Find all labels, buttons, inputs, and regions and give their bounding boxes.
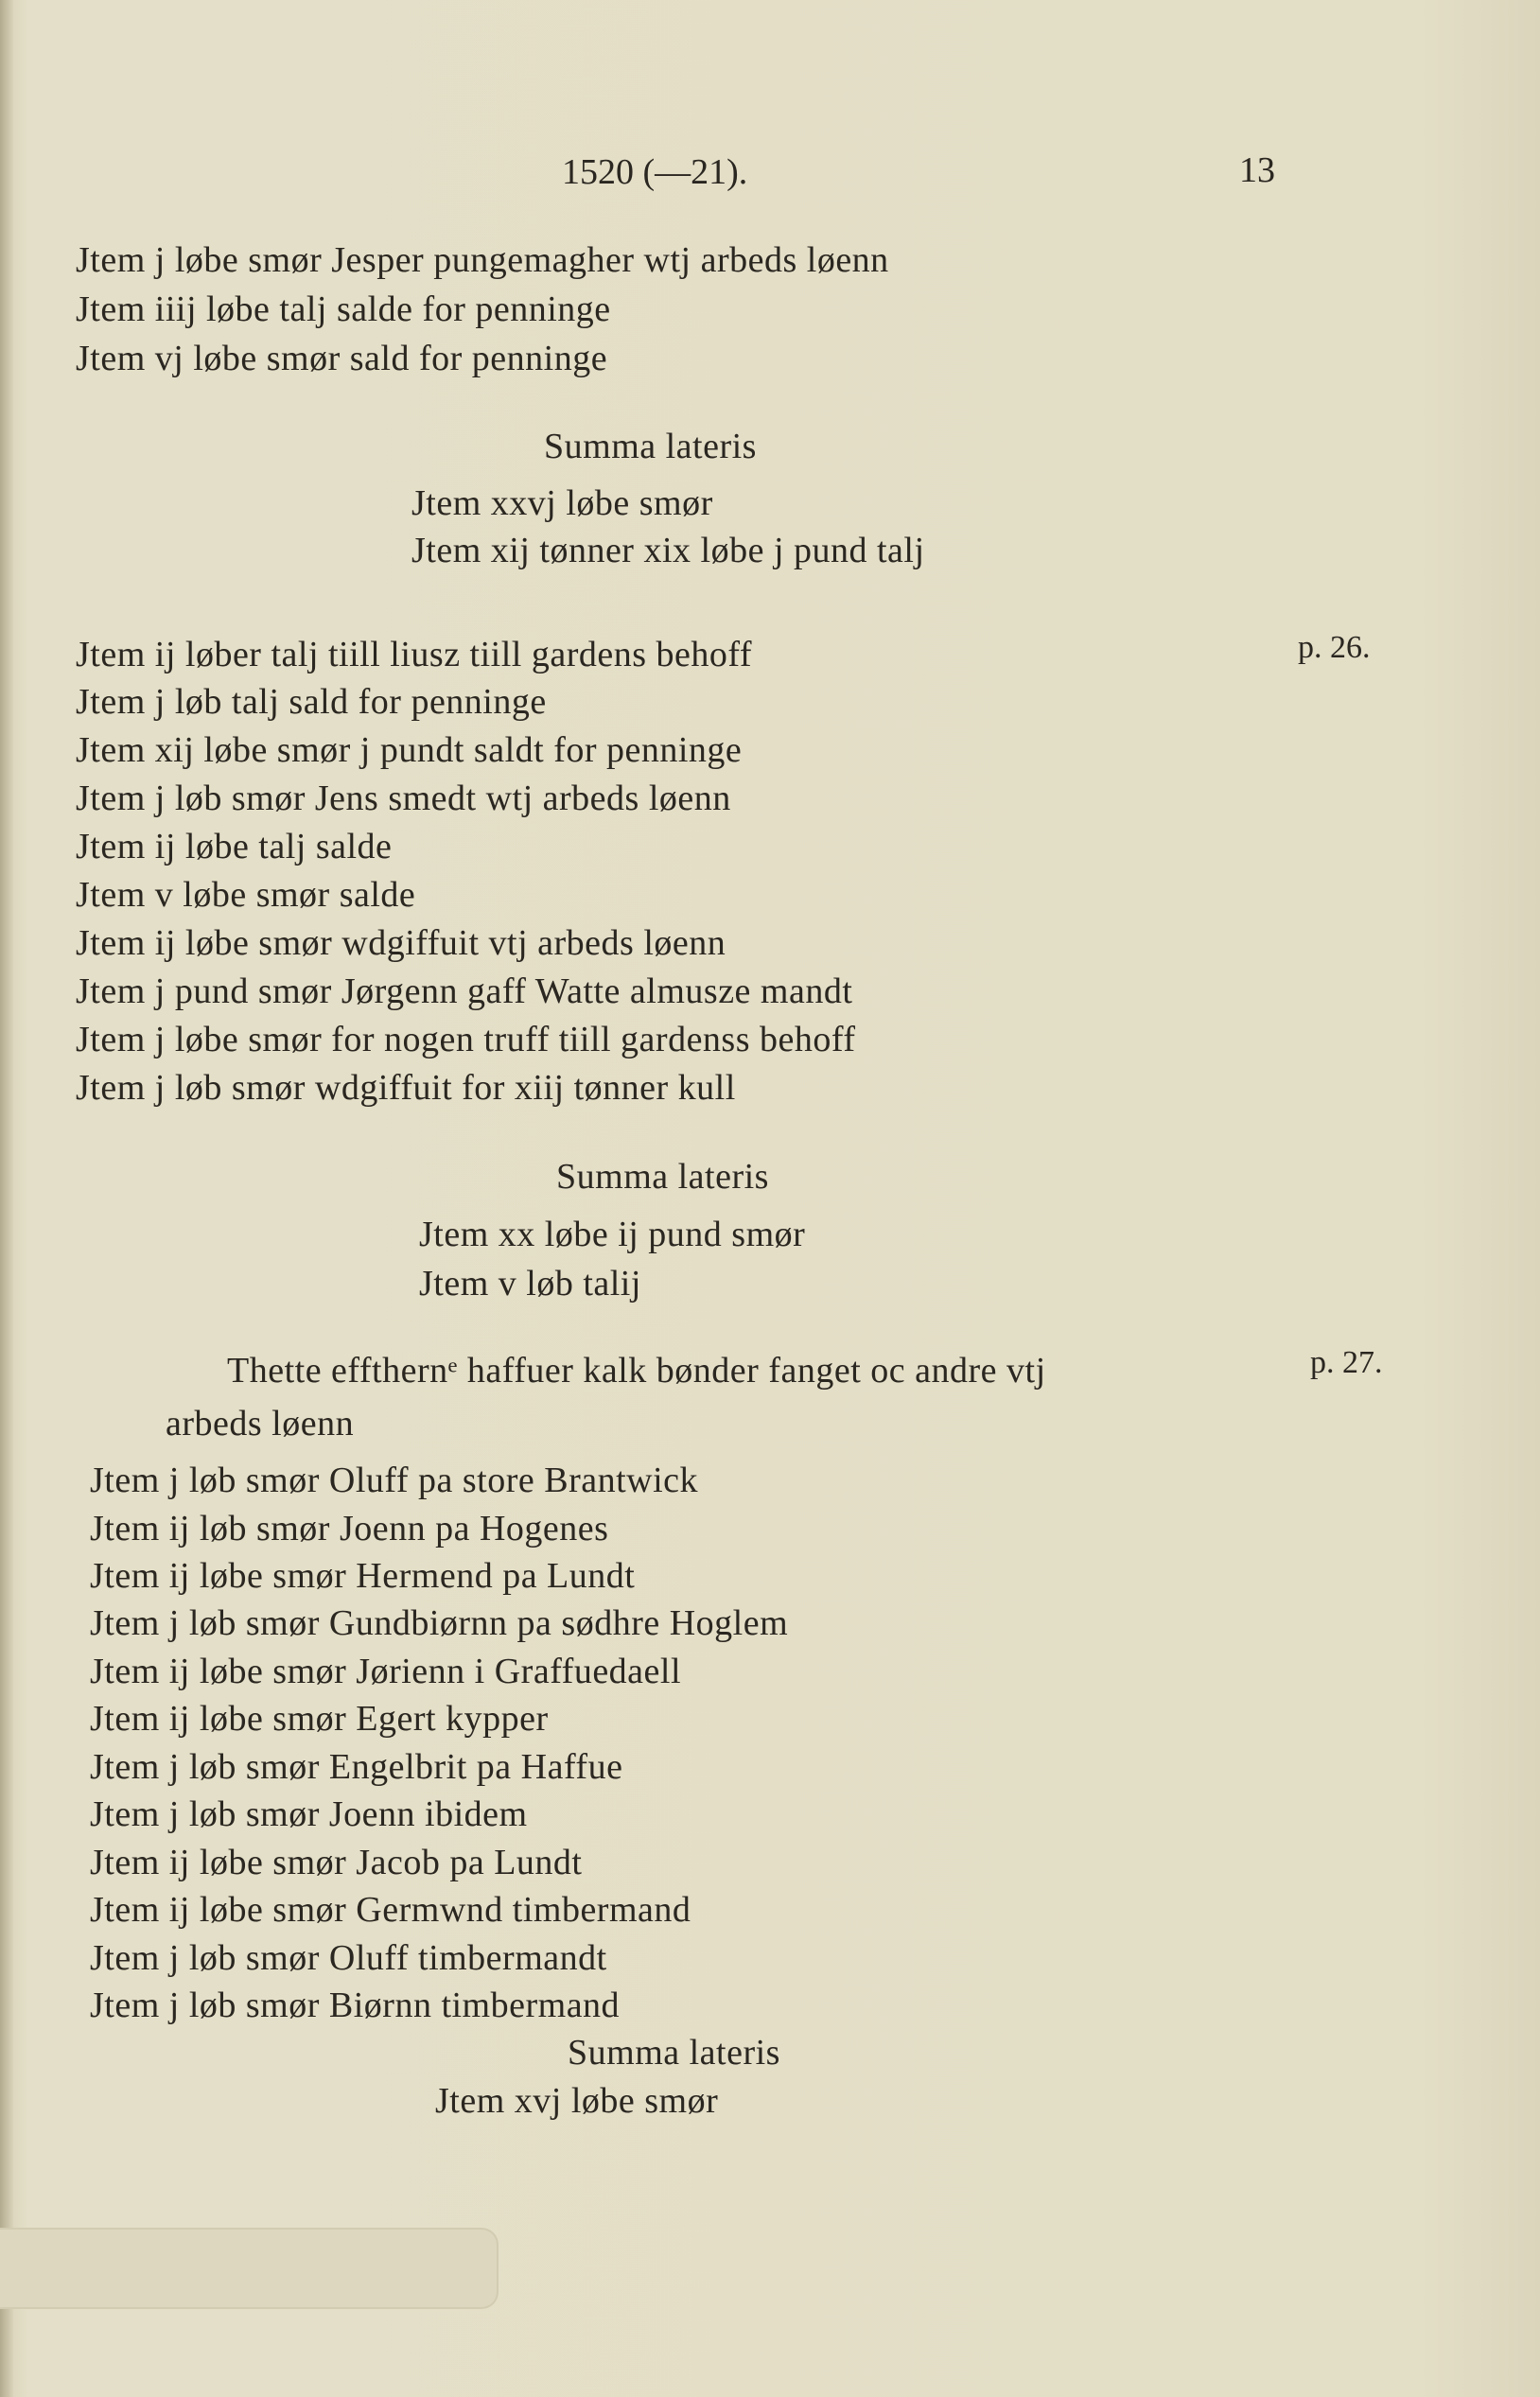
summa-line: Jtem v løb talij: [419, 1264, 641, 1303]
intro-line: Thette effthernᵉ haffuer kalk bønder fanget oc andre vtj: [227, 1351, 1046, 1391]
entry-line: Jtem ij løbe smør Egert kypper: [90, 1699, 549, 1739]
entry-line: Jtem ij løb smør Joenn pa Hogenes: [90, 1509, 609, 1548]
entry-line: Jtem ij løbe talj salde: [76, 827, 393, 866]
entry-line: Jtem ij løbe smør Germwnd timbermand: [90, 1890, 691, 1930]
entry-line: Jtem j løb smør Oluff pa store Brantwick: [90, 1461, 699, 1500]
summa-heading: Summa lateris: [568, 2033, 780, 2073]
entry-line: Jtem j pund smør Jørgenn gaff Watte almusze mandt: [76, 971, 853, 1011]
page-number: 13: [1239, 150, 1275, 190]
summa-heading: Summa lateris: [544, 427, 757, 466]
entry-line: Jtem j løb smør Jens smedt wtj arbeds løenn: [76, 779, 731, 818]
summa-line: Jtem xxvj løbe smør: [411, 483, 713, 523]
entry-line: Jtem ij løbe smør Hermend pa Lundt: [90, 1556, 636, 1596]
entry-line: Jtem xij løbe smør j pundt saldt for penninge: [76, 730, 743, 770]
entry-line: Jtem ij løbe smør Jørienn i Graffuedaell: [90, 1652, 682, 1691]
summa-heading: Summa lateris: [556, 1157, 769, 1197]
paper-tab-mark: [0, 2228, 499, 2309]
entry-line: Jtem ij løbe smør Jacob pa Lundt: [90, 1843, 583, 1882]
summa-line: Jtem xij tønner xix løbe j pund talj: [411, 531, 925, 570]
entry-line: Jtem j løb smør Engelbrit pa Haffue: [90, 1747, 623, 1787]
running-title: 1520 (—21).: [562, 152, 748, 192]
margin-page-reference: p. 26.: [1298, 630, 1371, 665]
margin-page-reference: p. 27.: [1310, 1345, 1383, 1380]
entry-line: Jtem j løb smør Oluff timbermandt: [90, 1938, 607, 1978]
entry-line: Jtem j løb smør Joenn ibidem: [90, 1794, 528, 1834]
entry-line: Jtem vj løbe smør sald for penninge: [76, 339, 608, 378]
entry-line: Jtem iiij løbe talj salde for penninge: [76, 289, 611, 329]
page-binding-edge: [0, 0, 13, 2397]
intro-line: arbeds løenn: [166, 1404, 355, 1443]
entry-line: Jtem j løbe smør Jesper pungemagher wtj arbeds løenn: [76, 240, 889, 280]
entry-line: Jtem j løb smør wdgiffuit for xiij tønner kull: [76, 1068, 736, 1108]
summa-line: Jtem xx løbe ij pund smør: [419, 1215, 806, 1254]
entry-line: Jtem j løb smør Biørnn timbermand: [90, 1986, 621, 2025]
entry-line: Jtem v løbe smør salde: [76, 875, 416, 915]
entry-line: Jtem ij løber talj tiill liusz tiill gardens behoff: [76, 635, 753, 674]
entry-line: Jtem j løb smør Gundbiørnn pa sødhre Hoglem: [90, 1603, 789, 1643]
entry-line: Jtem j løbe smør for nogen truff tiill gardenss behoff: [76, 1020, 856, 1059]
summa-line: Jtem xvj løbe smør: [435, 2081, 719, 2121]
entry-line: Jtem j løb talj sald for penninge: [76, 682, 547, 722]
entry-line: Jtem ij løbe smør wdgiffuit vtj arbeds løenn: [76, 923, 726, 963]
